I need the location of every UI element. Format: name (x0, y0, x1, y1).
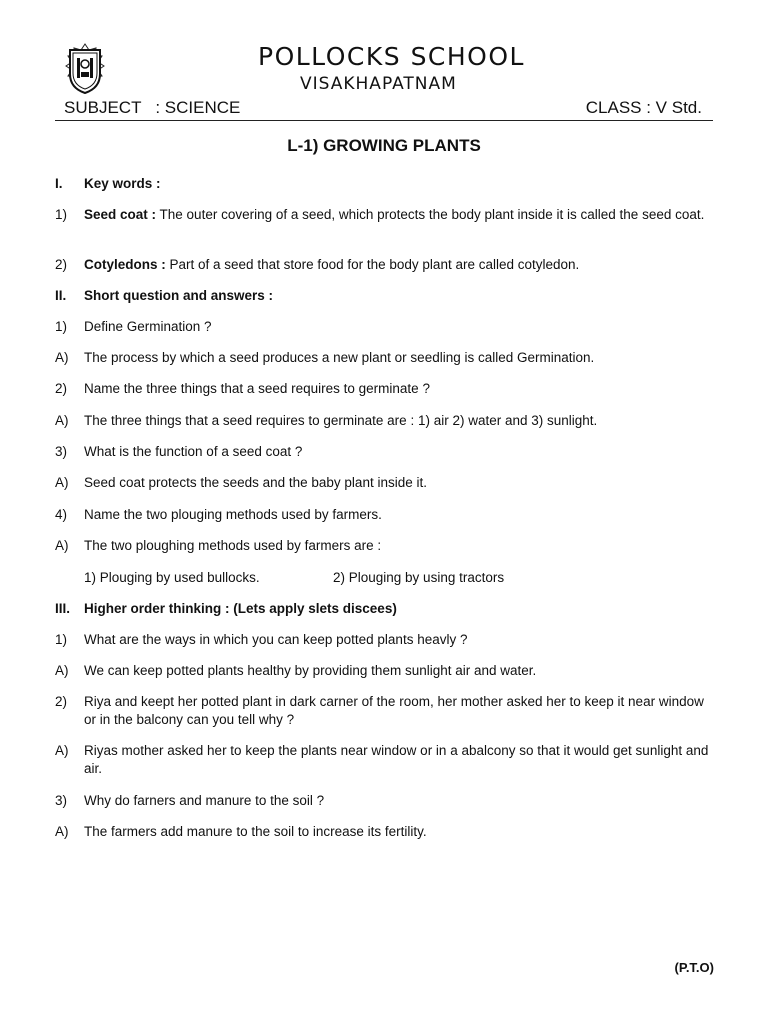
lesson-title: L-1) GROWING PLANTS (287, 136, 481, 155)
method-1: 1) Plouging by used bullocks. (84, 570, 260, 585)
method-2: 2) Plouging by using tractors (333, 570, 505, 585)
header-divider (55, 120, 713, 121)
class-label: CLASS : V Std. (585, 98, 702, 117)
school-name: POLLOCKS SCHOOL (258, 42, 525, 71)
keyword-term: Cotyledons : (84, 257, 166, 272)
school-crest-logo (58, 40, 112, 96)
keyword-definition: The outer covering of a seed, which protects the body plant inside it is called the seed coat. (156, 207, 705, 222)
school-city: VISAKHAPATNAM (300, 74, 457, 94)
subject-label: SUBJECT : SCIENCE (64, 98, 241, 117)
page-turn-note: (P.T.O) (674, 960, 714, 975)
keyword-definition: Part of a seed that store food for the body plant are called cotyledon. (165, 257, 580, 272)
keyword-term: Seed coat : (84, 207, 157, 222)
